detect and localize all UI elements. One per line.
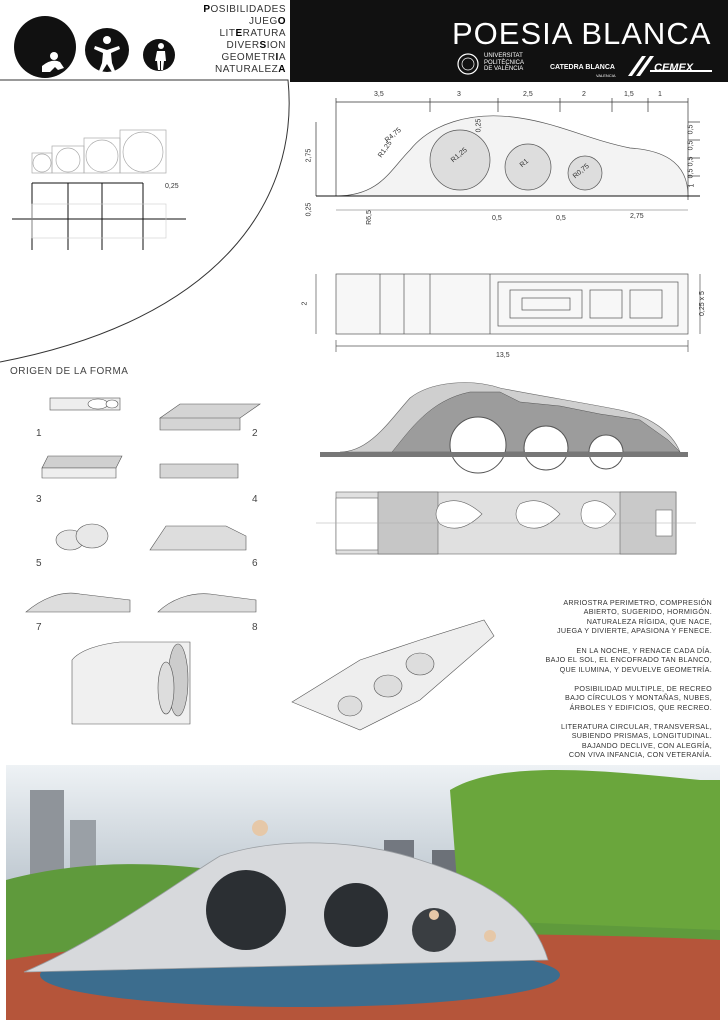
dim-label: R1,25 bbox=[449, 146, 469, 165]
panel-arc bbox=[0, 80, 289, 362]
step-number: 8 bbox=[252, 622, 258, 633]
dim-label: 0,5 bbox=[492, 215, 502, 222]
keyword-line: LITERATURA bbox=[219, 28, 286, 39]
dim-label: 2,5 bbox=[523, 91, 533, 98]
dim-label: 0,5 bbox=[556, 215, 566, 222]
child-render-hole bbox=[429, 910, 439, 920]
dim-label: 0,25 bbox=[475, 118, 483, 133]
elevation-rendered bbox=[320, 383, 688, 473]
dim-label: 0,5 bbox=[687, 140, 695, 151]
dim-label: 1 bbox=[658, 91, 662, 98]
plan-dimensioned bbox=[316, 274, 700, 352]
university-seal-icon bbox=[458, 54, 478, 74]
dim-label: 0,25 bbox=[305, 202, 313, 217]
origin-title: ORIGEN DE LA FORMA bbox=[10, 366, 129, 377]
keyword-line: POSIBILIDADES bbox=[203, 4, 286, 15]
dim-label: 2 bbox=[582, 91, 586, 98]
child-render-top bbox=[252, 820, 268, 836]
elevation-dimensioned bbox=[316, 98, 700, 210]
keyword-line: NATURALEZA bbox=[215, 64, 286, 75]
dim-label: 2 bbox=[301, 301, 309, 306]
dim-label: 1,5 bbox=[624, 91, 634, 98]
step-number: 2 bbox=[252, 428, 258, 439]
step-number: 4 bbox=[252, 494, 258, 505]
dim-label: 0,5 bbox=[687, 124, 695, 135]
dim-label: R1,25 bbox=[377, 139, 394, 160]
step-number: 5 bbox=[36, 558, 42, 569]
step-number: 7 bbox=[36, 622, 42, 633]
keyword-line: JUEGO bbox=[249, 16, 286, 27]
dim-label: 0,25 x 5 bbox=[698, 291, 706, 316]
dim-label: 3 bbox=[457, 91, 461, 98]
dim-label: 2,75 bbox=[630, 213, 644, 220]
origin-step-figures bbox=[26, 398, 260, 612]
module-grid-diagram bbox=[12, 183, 186, 250]
dim-label: 0,5 bbox=[687, 156, 695, 167]
axonometric-side bbox=[292, 620, 494, 730]
catedra-name: CATEDRA BLANCA bbox=[550, 64, 615, 71]
step-number: 1 bbox=[36, 428, 42, 439]
dim-label: R6,5 bbox=[365, 210, 373, 225]
dim-label: 0,25 bbox=[165, 183, 179, 190]
poem-stanza: ARRIOSTRA PERIMETRO, COMPRESIÓN ABIERTO, SUGERIDO, HORMIGÓN. NATURALEZA RÍGIDA, QUE NACE, JUEGA Y DIVIERTE, APASIONA Y FENECE. bbox=[556, 598, 712, 635]
axonometric-front bbox=[72, 642, 190, 724]
poem-stanza: POSIBILIDAD MULTIPLE, DE RECREO BAJO CÍRCULOS Y MONTAÑAS, NUBES, ÁRBOLES Y EDIFICIOS, QUE RECREO. bbox=[565, 684, 712, 712]
step-number: 3 bbox=[36, 494, 42, 505]
plan-rendered bbox=[316, 492, 696, 554]
dim-label: R1 bbox=[518, 157, 531, 170]
poem-stanza: EN LA NOCHE, Y RENACE CADA DÍA. BAJO EL SOL, EL ENCOFRADO TAN BLANCO, QUE ILUMINA, Y DEVUELVE GEOMETRÍA. bbox=[545, 646, 712, 674]
child-render-running bbox=[484, 930, 496, 942]
dim-label: 1 bbox=[688, 183, 696, 188]
dim-label: R0,75 bbox=[571, 162, 591, 181]
keyword-line: GEOMETRIA bbox=[221, 52, 286, 63]
module-squares-diagram bbox=[32, 130, 166, 173]
dim-label: 0,5 bbox=[687, 168, 695, 179]
catedra-sub: VALENCIA bbox=[596, 73, 616, 78]
step-number: 6 bbox=[252, 558, 258, 569]
poem-stanza: LITERATURA CIRCULAR, TRANSVERSAL, SUBIENDO PRISMAS, LONGITUDINAL. BAJANDO DECLIVE, CON ALEGRÍA, CON VIVA INFANCIA, CON VETERANÍA. bbox=[560, 722, 712, 759]
dim-label: 3,5 bbox=[374, 91, 384, 98]
dim-label: R4,75 bbox=[383, 126, 403, 145]
dim-label: 13,5 bbox=[496, 352, 510, 359]
sponsor-name: CEMEX bbox=[654, 62, 694, 74]
dim-label: 2,75 bbox=[305, 148, 313, 163]
university-name: UNIVERSITAT POLITÈCNICA DE VALÈNCIA bbox=[484, 53, 525, 72]
page-title: POESIA BLANCA bbox=[452, 16, 712, 51]
keyword-line: DIVERSION bbox=[226, 40, 286, 51]
render-scene bbox=[6, 765, 720, 1020]
